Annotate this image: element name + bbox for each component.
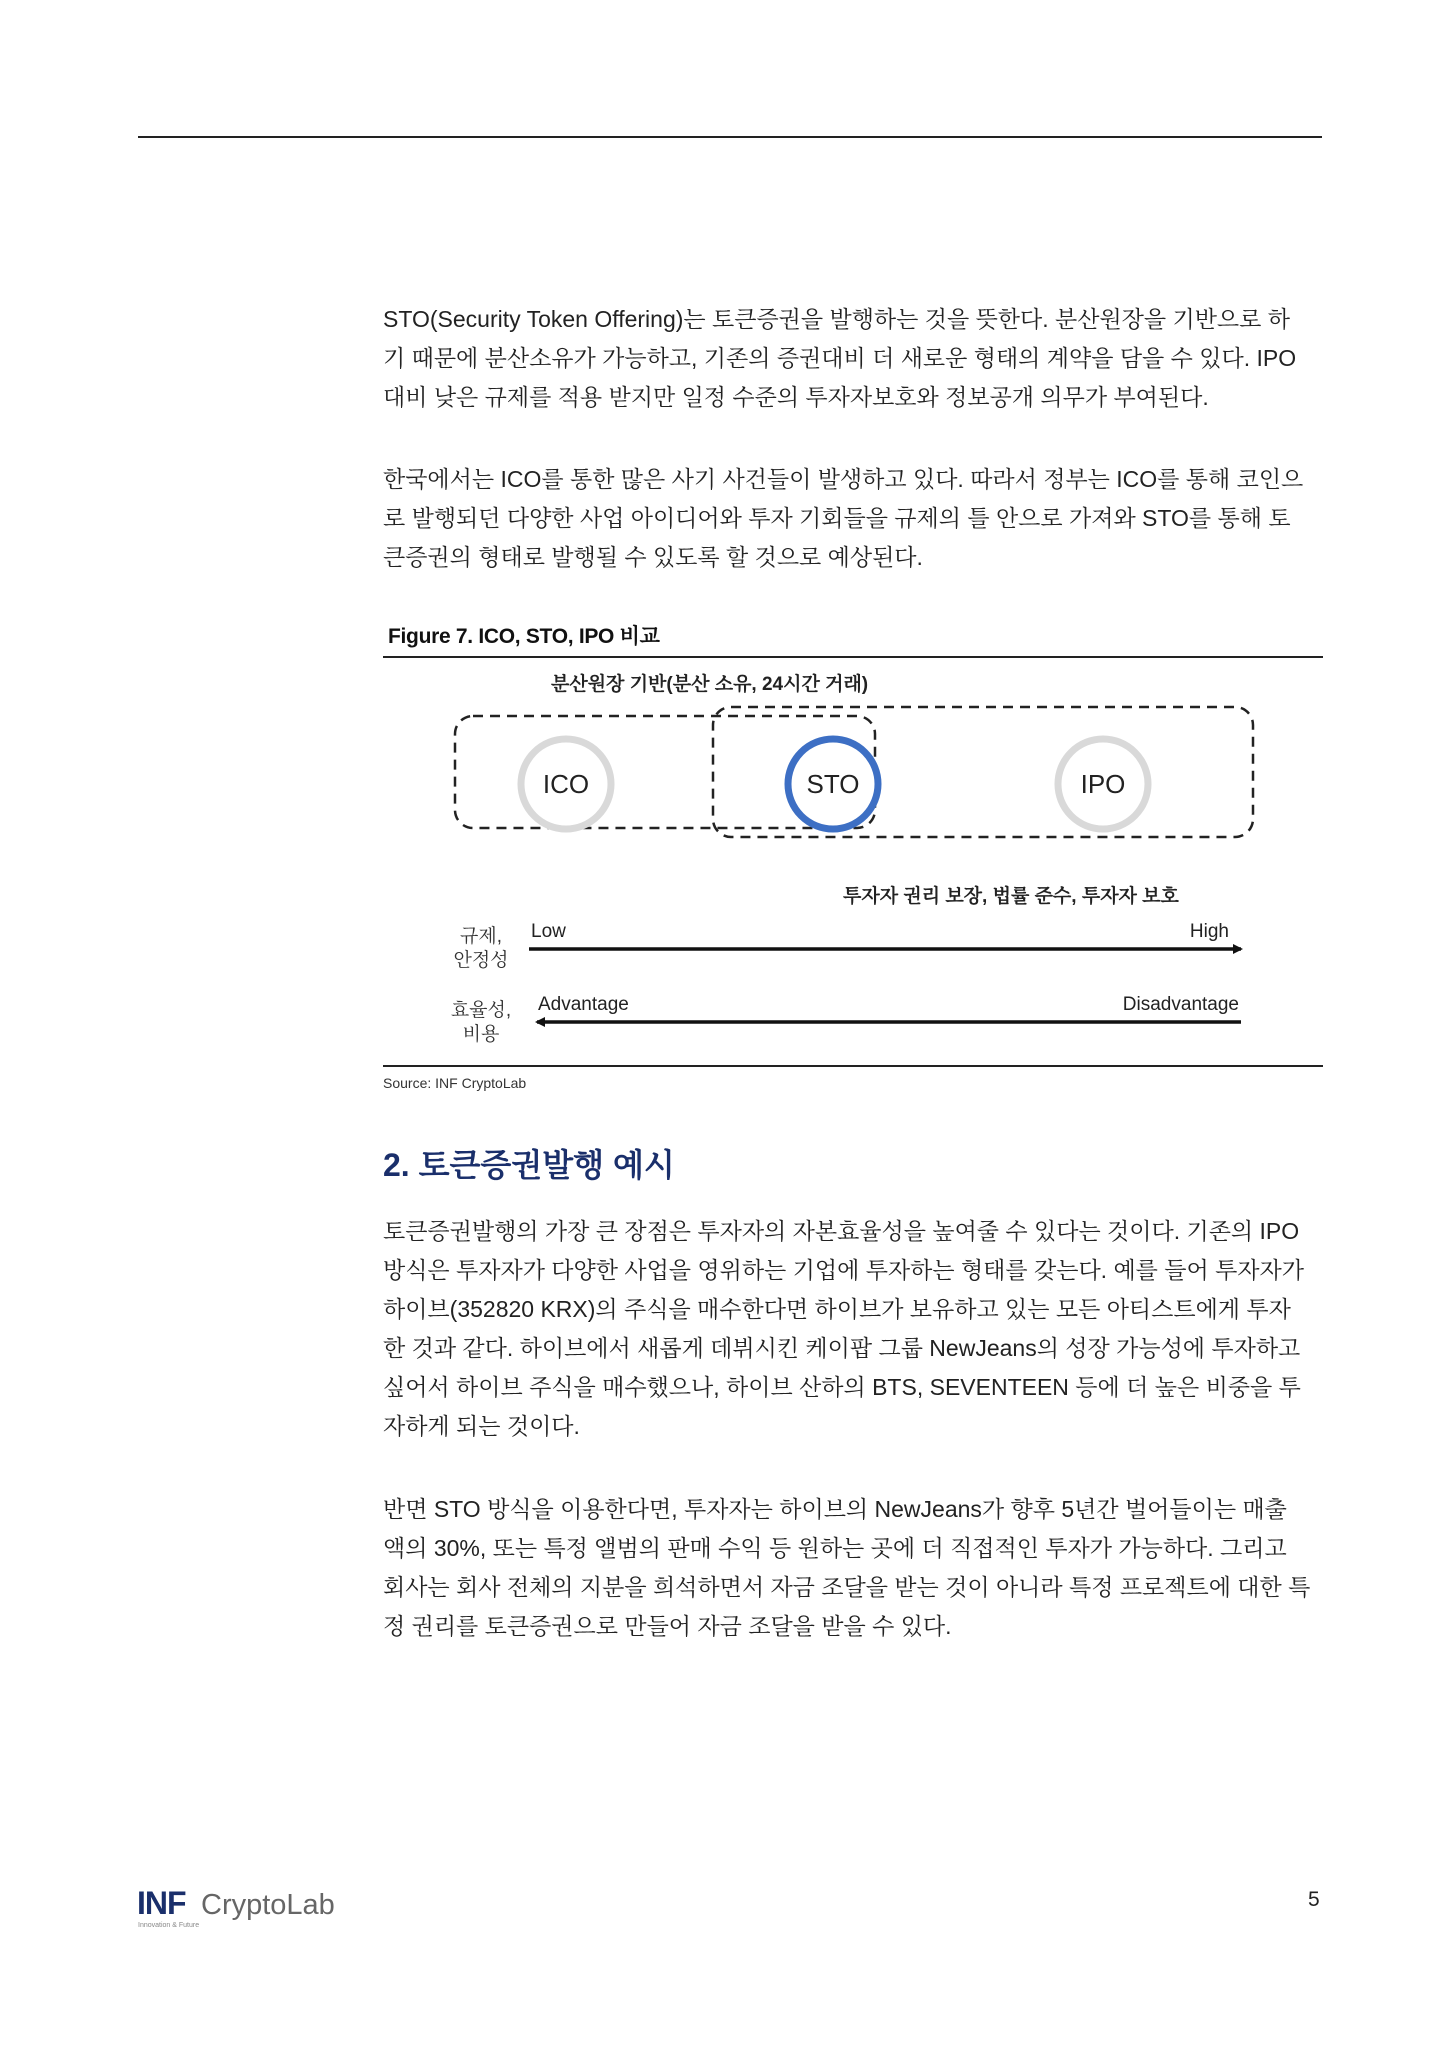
sto-example-paragraph [383, 1490, 1323, 1646]
figure-source: Source: INF CryptoLab [383, 1075, 527, 1091]
axis1-label-line2: 안정성 [453, 950, 509, 971]
text-line: 대비 낮은 규제를 적용 받지만 일정 수준의 투자자보호와 정보공개 의무가 부여된다. [383, 384, 1209, 410]
text-line: 방식은 투자자가 다양한 사업을 영위하는 기업에 투자하는 형태를 갖는다. 예를 들어 투자자가 [383, 1257, 1304, 1283]
text-line: 싶어서 하이브 주식을 매수했으나, 하이브 산하의 BTS, SEVENTEEN 등에 더 높은 비중을 투 [383, 1374, 1301, 1400]
text-line: 하이브(352820 KRX)의 주식을 매수한다면 하이브가 보유하고 있는 모든 아티스트에게 투자 [383, 1296, 1291, 1322]
axis2-right-label: Disadvantage [1122, 994, 1239, 1015]
axis2-left-label: Advantage [538, 994, 629, 1015]
axis1-label-line1: 규제, [460, 926, 502, 947]
text-line: 정 권리를 토큰증권으로 만들어 자금 조달을 받을 수 있다. [383, 1613, 952, 1639]
ico-label: ICO [542, 769, 590, 799]
section-heading: 2. 토큰증권발행 예시 [383, 1147, 675, 1183]
text-line: 큰증권의 형태로 발행될 수 있도록 할 것으로 예상된다. [383, 544, 923, 570]
page-number: 5 [1308, 1888, 1320, 1911]
comparison-diagram [383, 660, 1323, 1062]
korea-paragraph [383, 460, 1323, 577]
figure-top-rule [383, 656, 1323, 658]
figure-title: Figure 7. ICO, STO, IPO 비교 [388, 625, 660, 648]
text-line: 반면 STO 방식을 이용한다면, 투자자는 하이브의 NewJeans가 향후 5년간 벌어들이는 매출 [383, 1496, 1287, 1522]
axis2-label-line1: 효율성, [450, 1000, 512, 1021]
distributed-ledger-label: 분산원장 기반(분산 소유, 24시간 거래) [551, 674, 869, 695]
text-line: 토큰증권발행의 가장 큰 장점은 투자자의 자본효율성을 높여줄 수 있다는 것이다. 기존의 IPO [383, 1218, 1300, 1244]
investor-protection-label: 투자자 권리 보장, 법률 준수, 투자자 보호 [843, 886, 1179, 907]
header-rule [138, 136, 1322, 138]
sto-label: STO [806, 769, 860, 799]
inf-cryptolab-logo [137, 1884, 367, 1930]
logo-cryptolab: CryptoLab [201, 1889, 335, 1921]
text-line: 한 것과 같다. 하이브에서 새롭게 데뷔시킨 케이팝 그룹 NewJeans의 성장 가능성에 투자하고 [383, 1335, 1301, 1361]
text-line: 회사는 회사 전체의 지분을 희석하면서 자금 조달을 받는 것이 아니라 특정 프로젝트에 대한 특 [383, 1574, 1311, 1600]
text-line: 액의 30%, 또는 특정 앨범의 판매 수익 등 원하는 곳에 더 직접적인 투자가 가능하다. 그리고 [383, 1535, 1287, 1561]
figure-bottom-rule [383, 1065, 1323, 1067]
axis1-left-label: Low [531, 921, 566, 942]
text-line: 한국에서는 ICO를 통한 많은 사기 사건들이 발생하고 있다. 따라서 정부는 ICO를 통해 코인으 [383, 466, 1304, 492]
text-line: 자하게 되는 것이다. [383, 1413, 580, 1439]
text-line: 기 때문에 분산소유가 가능하고, 기존의 증권대비 더 새로운 형태의 계약을 담을 수 있다. IPO [383, 345, 1297, 371]
logo-tagline: Innovation & Future [138, 1922, 200, 1929]
logo-inf: INF [137, 1885, 186, 1921]
text-line: STO(Security Token Offering)는 토큰증권을 발행하는 것을 뜻한다. 분산원장을 기반으로 하 [383, 306, 1290, 332]
intro-paragraph [383, 300, 1323, 417]
text-line: 로 발행되던 다양한 사업 아이디어와 투자 기회들을 규제의 틀 안으로 가져와 STO를 통해 토 [383, 505, 1291, 531]
ipo-label: IPO [1080, 769, 1126, 799]
axis2-label-line2: 비용 [462, 1024, 500, 1045]
axis1-right-label: High [1189, 921, 1229, 942]
advantage-paragraph [383, 1212, 1323, 1446]
